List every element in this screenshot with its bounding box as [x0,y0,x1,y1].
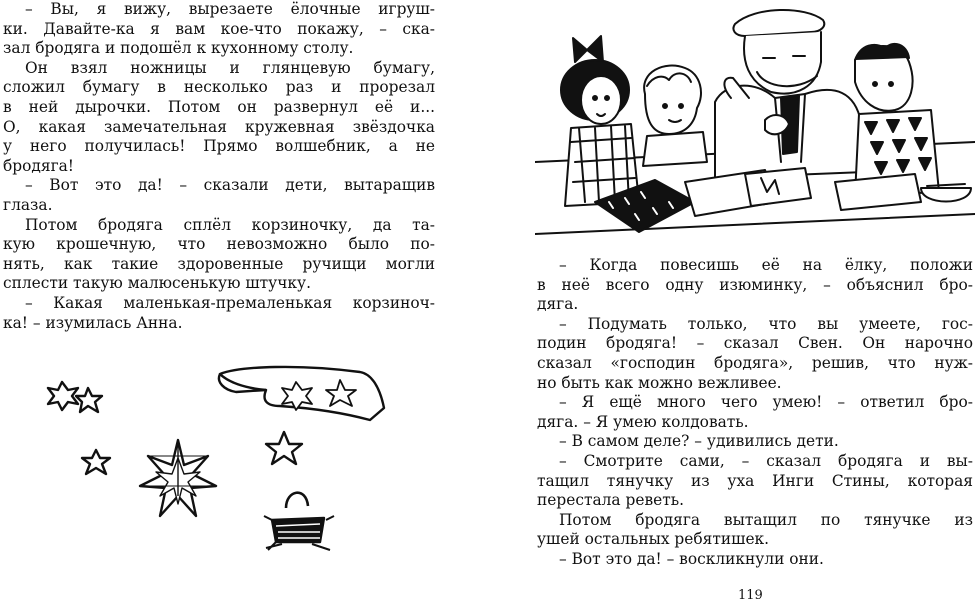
boy-figure [855,44,939,196]
text-line: глаза. [3,195,53,214]
text-line: – Вот это да! – сказали дети, вытаращив [25,176,435,195]
star-icon [266,432,302,464]
paper-roll [835,174,921,210]
text-line: сложил бумагу в несколько раз и прорезал [3,78,435,97]
text-line: в неё всего одну изюминку, – объяснил бро- [537,275,973,294]
bowl-icon [921,188,971,202]
left-text-column [3,0,435,333]
basket-icon [264,493,334,550]
page-number: 119 [738,588,763,603]
text-line: Потом бродяга вытащил по тянучке из [559,510,973,529]
text-line: ушей остальных ребятишек. [537,530,770,549]
tramp-figure [715,10,865,178]
tramp-and-children-illustration [535,2,975,242]
text-line: сплести такую малюсенькую штучку. [3,274,311,293]
text-line: ки. Давайте-ка я вам кое-что покажу, – ска- [3,19,435,38]
text-line: – Подумать только, что вы умеете, гос- [559,314,973,333]
star-icon [76,388,102,412]
text-line: дяга. [537,295,579,314]
text-line: нять, как такие здоровенные ручищи могли [3,254,435,273]
text-line: в ней дырочки. Потом он развернул её и... [3,97,435,116]
text-line: зал бродяга и подошёл к кухонному столу. [3,39,354,58]
text-line: дяга. – Я умею колдовать. [537,412,749,431]
text-line: перестала реветь. [537,491,685,510]
text-line: Потом бродяга сплёл корзиночку, да та- [25,215,435,234]
text-line: ка! – изумилась Анна. [3,313,183,332]
text-line: – Вы, я вижу, вырезаете ёлочные игруш- [25,0,435,18]
text-line: О, какая замечательная кружевная звёздочка [3,117,435,136]
star-icon [82,450,110,474]
text-line: кую крошечную, что невозможно было по- [3,235,435,254]
text-line: у него получилась! Прямо волшебник, а не [3,137,435,156]
paper-stars-illustration [40,360,400,565]
star-icon [48,382,78,410]
text-line: Он взял ножницы и глянцевую бумагу, [25,58,435,77]
text-line: – Смотрите сами, – сказал бродяга и вы- [559,451,973,470]
text-line: – Какая маленькая-премаленькая корзиноч- [25,293,435,312]
text-line: бродяга! [3,156,74,175]
text-line: – Когда повесишь её на ёлку, положи [559,256,973,274]
text-line: – Я ещё много чего умею! – ответил бро- [559,393,973,412]
text-line: подин бродяга! – сказал Свен. Он нарочно [537,334,973,353]
girl-figure [561,36,639,206]
text-line: тащил тянучку из уха Инги Стины, которая [537,471,973,490]
text-line: – В самом деле? – удивились дети. [559,432,839,451]
text-line: – Вот это да! – воскликнули они. [559,549,824,568]
text-line: сказал «господин бродяга», решив, что нуж- [537,353,973,372]
toddler-figure [643,66,707,166]
text-line: но быть как можно вежливее. [537,373,782,392]
right-text-column [537,256,973,570]
